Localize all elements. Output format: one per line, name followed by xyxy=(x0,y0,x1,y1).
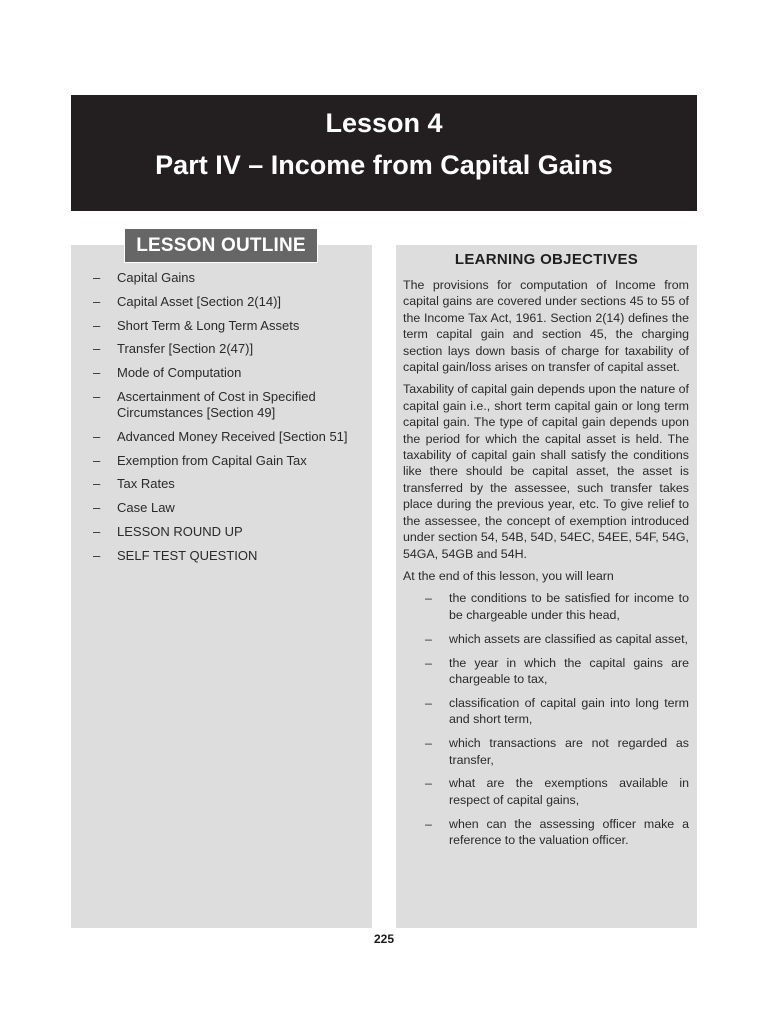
dash-bullet: – xyxy=(93,293,101,309)
objectives-paragraph-3: At the end of this lesson, you will learn xyxy=(403,568,614,583)
outline-item-text: Transfer [Section 2(47)] xyxy=(117,341,254,357)
dash-bullet: – xyxy=(93,388,101,404)
outline-item xyxy=(88,476,358,492)
learning-outcome-text: what are the exemptions available in respect of capital gains, xyxy=(449,776,689,807)
page-title: Part IV – Income from Capital Gains xyxy=(155,150,613,180)
dash-bullet: – xyxy=(93,452,101,468)
dash-bullet: – xyxy=(93,500,101,516)
learning-outcome-text: the year in which the capital gains are chargeable to tax, xyxy=(449,655,689,686)
outline-item-text: Case Law xyxy=(117,500,175,516)
outline-item xyxy=(88,294,358,310)
learning-outcome-text: which transactions are not regarded as transfer, xyxy=(449,736,689,767)
outline-item xyxy=(88,341,358,357)
learning-outcome-text: which assets are classified as capital asset, xyxy=(449,631,688,646)
dash-bullet: – xyxy=(93,270,101,285)
dash-bullet: – xyxy=(425,776,432,791)
outline-item-text: Capital Asset [Section 2(14)] xyxy=(117,293,282,309)
dash-bullet: – xyxy=(425,736,432,751)
outline-item-text: Short Term & Long Term Assets xyxy=(117,317,300,333)
dash-bullet: – xyxy=(93,365,101,381)
learning-outcomes-list xyxy=(403,590,689,848)
outline-item xyxy=(88,429,358,445)
title-banner xyxy=(71,95,697,211)
dash-bullet: – xyxy=(425,695,432,710)
learning-outcome-item xyxy=(403,590,689,623)
learning-outcome-text: when can the assessing officer make a reference to the valuation officer. xyxy=(449,816,689,848)
outline-item xyxy=(88,500,358,516)
learning-outcome-item xyxy=(403,655,689,688)
outline-item-text: Capital Gains xyxy=(117,270,196,285)
outline-item xyxy=(88,389,358,421)
dash-bullet: – xyxy=(425,816,432,831)
objectives-paragraph-1: The provisions for computation of Income from capital gains are covered under sections 45 to 55 of the Income Tax Act, 1961. Section 2(14) defines the term capital gain and section 45, the charging section lays down basis of charge for taxability of capital gain/loss arises on transfer of capital asset. xyxy=(403,278,689,375)
outline-item xyxy=(88,453,358,469)
dash-bullet: – xyxy=(93,341,101,357)
outline-item-text: Mode of Computation xyxy=(117,365,242,381)
lesson-number: Lesson 4 xyxy=(325,108,443,138)
learning-outcome-item xyxy=(403,631,689,647)
outline-item-text: LESSON ROUND UP xyxy=(117,523,243,539)
learning-objectives-body xyxy=(403,277,689,856)
learning-objectives-heading: LEARNING OBJECTIVES xyxy=(454,251,639,268)
learning-outcome-item xyxy=(403,695,689,728)
outline-item-text: Advanced Money Received [Section 51] xyxy=(117,428,348,444)
outline-item xyxy=(88,270,358,286)
dash-bullet: – xyxy=(93,428,101,444)
dash-bullet: – xyxy=(93,523,101,539)
outline-item-text: SELF TEST QUESTION xyxy=(117,547,258,563)
outline-item xyxy=(88,318,358,334)
learning-outcome-item xyxy=(403,735,689,768)
learning-outcome-text: classification of capital gain into long term and short term, xyxy=(449,695,689,727)
dash-bullet: – xyxy=(425,631,432,646)
learning-outcome-text: the conditions to be satisfied for income to be chargeable under this head, xyxy=(449,591,689,622)
lesson-outline-list xyxy=(88,270,358,572)
dash-bullet: – xyxy=(93,547,101,563)
lesson-outline-label: LESSON OUTLINE xyxy=(124,228,318,263)
outline-item xyxy=(88,365,358,381)
dash-bullet: – xyxy=(93,317,101,333)
dash-bullet: – xyxy=(425,591,432,606)
dash-bullet: – xyxy=(93,476,101,492)
objectives-paragraph-2: Taxability of capital gain depends upon the nature of capital gain i.e., short term capital gain or long term capital gain. The type of capital gain depends upon the period for which the capital asset is held. The taxability of capital gain shall satisfy the conditions like there should be capital asset, the asset is transferred by the assessee, such transfer takes place during the previous year, etc. To give relief to the assessee, the concept of exemption introduced under section 54, 54B, 54D, 54EC, 54EE, 54F, 54G, 54GA, 54GB and 54H. xyxy=(403,382,689,561)
outline-item xyxy=(88,524,358,540)
outline-item-text: Ascertainment of Cost in Specified Circumstances [Section 49] xyxy=(117,388,316,420)
dash-bullet: – xyxy=(425,655,432,670)
outline-item xyxy=(88,548,358,564)
outline-item-text: Exemption from Capital Gain Tax xyxy=(117,452,307,468)
learning-outcome-item xyxy=(403,775,689,808)
outline-item-text: Tax Rates xyxy=(117,476,175,492)
learning-outcome-item xyxy=(403,816,689,849)
page-number: 225 xyxy=(373,932,395,946)
